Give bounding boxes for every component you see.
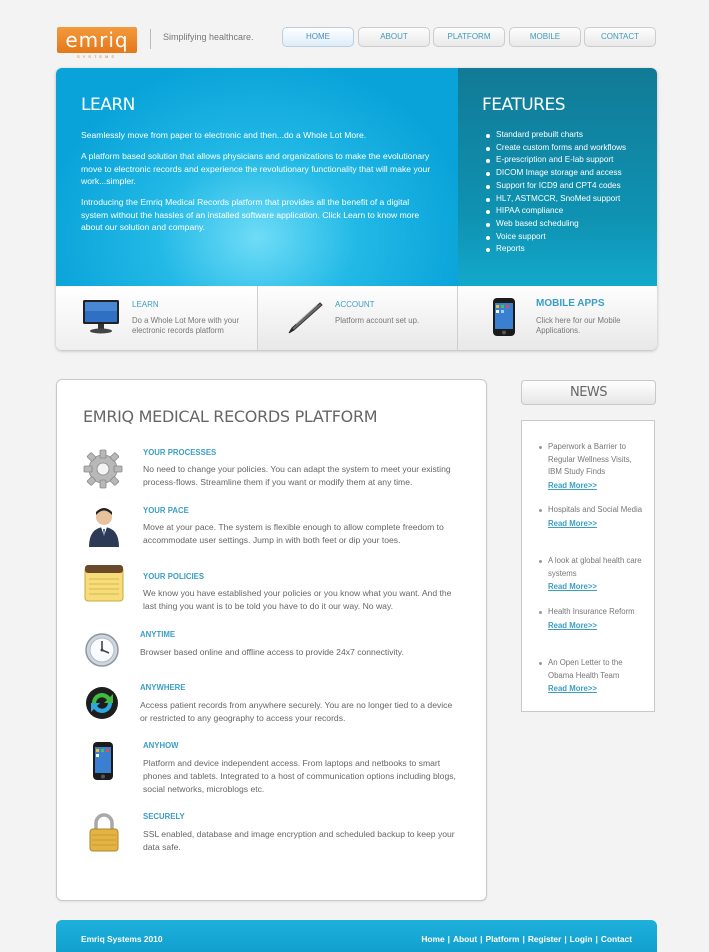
bullet-icon	[539, 662, 542, 665]
read-more-link[interactable]: Read More>>	[548, 518, 597, 528]
feature-desc: Browser based online and offline access to provide 24x7 connectivity.	[140, 647, 404, 657]
feature-item: Support for ICD9 and CPT4 codes	[486, 180, 626, 193]
clock-icon	[84, 632, 120, 670]
footer-link-platform[interactable]: Platform	[485, 934, 520, 944]
bullet-icon	[539, 446, 542, 449]
feature-desc: Platform and device independent access. From laptops and netbooks to smart phones and tablets. Integrated to a host of communication options including blogs, social networks, microblogs etc.	[143, 758, 456, 794]
news-item	[548, 441, 646, 492]
feature-title: ANYHOW	[143, 741, 179, 750]
logo[interactable]	[57, 27, 137, 53]
learn-paragraph: Introducing the Emriq Medical Records platform that provides all the benefit of a digital system without the hassles of an installed software application. Click Learn to know more about our solution and company.	[81, 197, 420, 232]
card-learn-desc: Do a Whole Lot More with your electronic records platform	[132, 316, 240, 335]
monitor-icon	[82, 299, 120, 337]
feature-title: YOUR POLICIES	[143, 572, 205, 581]
feature-item: Voice support	[486, 231, 626, 244]
feature-item: Reports	[486, 243, 626, 256]
card-mobile-desc: Click here for our Mobile Applications.	[536, 316, 621, 335]
read-more-link[interactable]: Read More>>	[548, 582, 597, 592]
footer-link-home[interactable]: Home	[421, 934, 445, 944]
features-panel	[458, 68, 657, 286]
feature-title: ANYWHERE	[140, 683, 186, 692]
news-headline: An Open Letter to the Obama Health Team	[548, 658, 623, 680]
sync-icon	[84, 685, 120, 723]
footer-separator: |	[447, 934, 450, 944]
bullet-icon	[539, 509, 542, 512]
footer-link-login[interactable]: Login	[569, 934, 593, 944]
feature-title: YOUR PACE	[143, 506, 189, 515]
hero-cards	[56, 286, 657, 350]
features-title: FEATURES	[482, 95, 566, 115]
nav-mobile[interactable]: MOBILE	[509, 27, 581, 47]
footer-separator: |	[564, 934, 567, 944]
learn-paragraph: A platform based solution that allows physicians and organizations to make the evolutionary move to electronic records and experience the revolutionary functionality that will make your work...simpler.	[81, 151, 431, 186]
footer-links	[421, 934, 632, 944]
phone-icon	[492, 297, 516, 339]
features-list	[486, 129, 626, 256]
news-headline: A look at global health care systems	[548, 556, 642, 578]
card-learn[interactable]	[56, 286, 257, 350]
footer-link-about[interactable]: About	[452, 934, 478, 944]
footer-separator: |	[480, 934, 483, 944]
learn-paragraph: Seamlessly move from paper to electronic and then...do a Whole Lot More.	[81, 130, 367, 140]
feature-desc: Move at your pace. The system is flexible enough to allow complete freedom to accommodate user settings. Jump in with both feet or dip your toes.	[143, 522, 444, 545]
news-headline: Hospitals and Social Media	[548, 505, 643, 514]
card-mobile-title: MOBILE APPS	[536, 298, 605, 309]
bullet-icon	[539, 611, 542, 614]
feature-desc: SSL enabled, database and image encryption and scheduled backup to keep your data safe.	[143, 829, 455, 852]
feature-desc: Access patient records from anywhere securely. You are no longer tied to a device or restricted to any geography to access your records.	[140, 700, 453, 723]
card-account-desc: Platform account set up.	[335, 316, 420, 325]
feature-desc: We know you have established your policies or you know what you want. And the last thing you want is to be told you have to do it our way. No way.	[143, 588, 452, 611]
news-item	[548, 555, 646, 593]
news-panel	[521, 420, 655, 712]
nav-about[interactable]: ABOUT	[358, 27, 430, 47]
news-item	[548, 657, 646, 695]
platform-title: EMRIQ MEDICAL RECORDS PLATFORM	[83, 407, 378, 426]
feature-item: E-prescription and E-lab support	[486, 154, 626, 167]
notepad-icon	[84, 564, 124, 604]
read-more-link[interactable]: Read More>>	[548, 620, 597, 630]
footer	[56, 920, 657, 952]
nav-platform[interactable]: PLATFORM	[433, 27, 505, 47]
read-more-link[interactable]: Read More>>	[548, 480, 597, 490]
news-header: NEWS	[521, 380, 656, 405]
footer-link-register[interactable]: Register	[527, 934, 562, 944]
learn-panel[interactable]	[56, 68, 458, 286]
feature-item: Standard prebuilt charts	[486, 129, 626, 142]
news-item	[548, 504, 646, 530]
feature-title: SECURELY	[143, 812, 185, 821]
feature-item: HIPAA compliance	[486, 205, 626, 218]
businessman-icon	[87, 506, 121, 550]
card-mobile-apps[interactable]	[458, 286, 657, 350]
gear-icon	[82, 448, 124, 492]
header-divider	[150, 29, 151, 49]
footer-link-contact[interactable]: Contact	[600, 934, 632, 944]
news-headline: Paperwork a Barrier to Regular Wellness Visits, IBM Study Finds	[548, 442, 632, 477]
news-headline: Health Insurance Reform	[548, 607, 635, 616]
hero-banner	[56, 68, 657, 350]
logo-subtitle: SYSTEMS	[76, 54, 118, 59]
feature-item: DICOM Image storage and access	[486, 167, 626, 180]
padlock-icon	[89, 812, 119, 854]
smartphone-icon	[92, 741, 114, 783]
feature-item: HL7, ASTMCCR, SnoMed support	[486, 193, 626, 206]
footer-separator: |	[522, 934, 525, 944]
footer-copyright: Emriq Systems 2010	[81, 934, 163, 944]
footer-separator: |	[595, 934, 598, 944]
read-more-link[interactable]: Read More>>	[548, 684, 597, 694]
news-item	[548, 606, 646, 632]
card-learn-title: LEARN	[132, 300, 159, 309]
tagline: Simplifying healthcare.	[163, 32, 254, 42]
learn-title: LEARN	[81, 95, 135, 115]
bullet-icon	[539, 560, 542, 563]
feature-item: Create custom forms and workflows	[486, 142, 626, 155]
logo-text: emriq	[65, 28, 129, 52]
card-account-title: ACCOUNT	[335, 300, 375, 309]
feature-title: YOUR PROCESSES	[143, 448, 217, 457]
feature-item: Web based scheduling	[486, 218, 626, 231]
nav-home[interactable]: HOME	[282, 27, 354, 47]
card-account[interactable]	[258, 286, 457, 350]
nav-contact[interactable]: CONTACT	[584, 27, 656, 47]
feature-desc: No need to change your policies. You can adapt the system to meet your existing process-flows. Streamline them if you want or modify them at any time.	[143, 464, 451, 487]
feature-title: ANYTIME	[140, 630, 176, 639]
pen-icon	[284, 300, 324, 338]
platform-panel	[56, 379, 487, 901]
